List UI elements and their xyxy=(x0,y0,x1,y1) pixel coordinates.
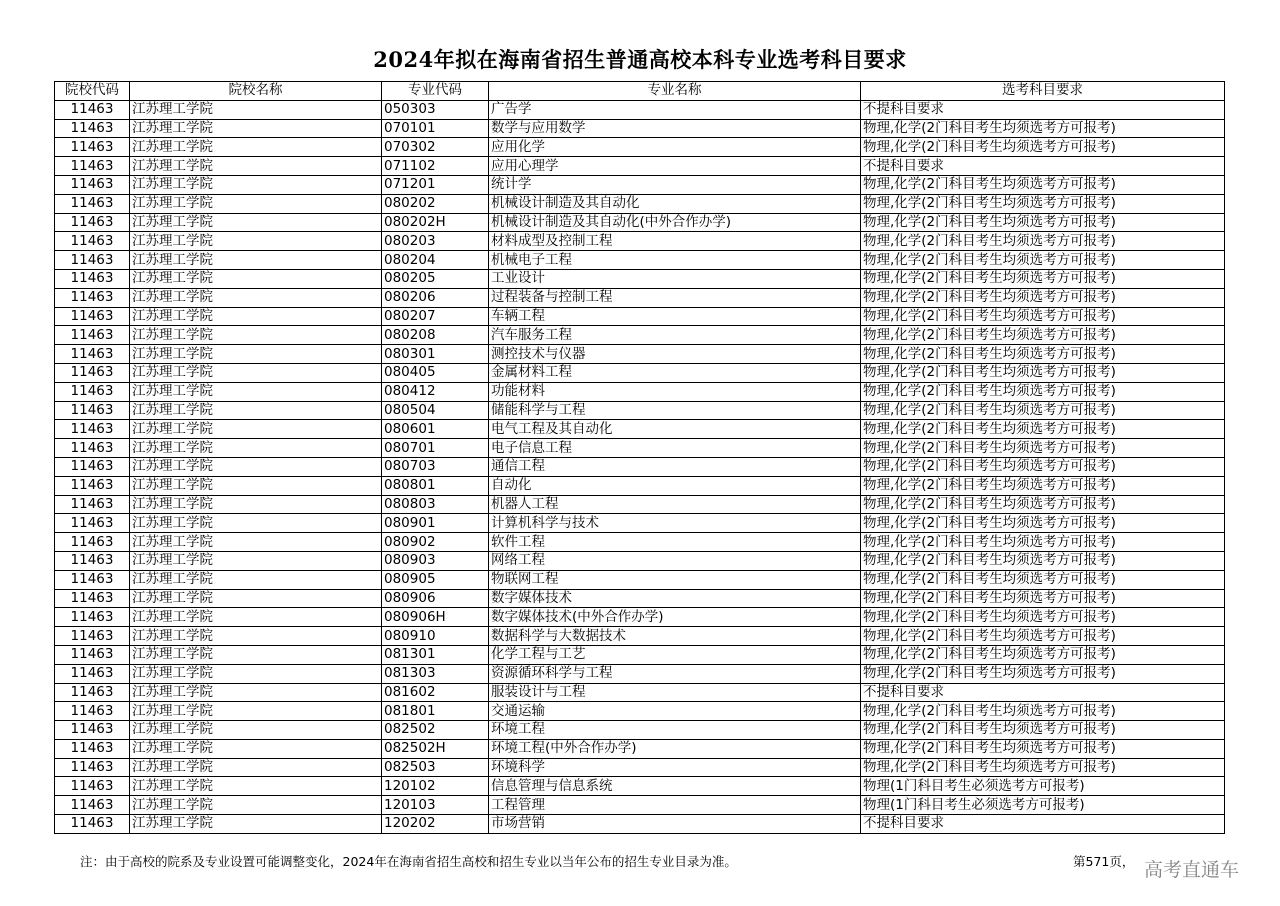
school-name-cell: 江苏理工学院 xyxy=(130,683,382,702)
header-major-name: 专业名称 xyxy=(489,82,861,101)
major-name-cell: 数字媒体技术(中外合作办学) xyxy=(489,608,861,627)
table-row xyxy=(55,570,1225,589)
requirements-table xyxy=(54,81,1225,834)
document-title: 2024年拟在海南省招生普通高校本科专业选考科目要求 xyxy=(373,47,907,72)
header-major-code: 专业代码 xyxy=(382,82,489,101)
school-code-cell: 11463 xyxy=(55,157,130,176)
school-name-cell: 江苏理工学院 xyxy=(130,721,382,740)
requirement-cell: 物理,化学(2门科目考生均须选考方可报考) xyxy=(861,721,1225,740)
requirement-cell: 物理,化学(2门科目考生均须选考方可报考) xyxy=(861,326,1225,345)
school-name-cell: 江苏理工学院 xyxy=(130,476,382,495)
table-row xyxy=(55,382,1225,401)
school-code-cell: 11463 xyxy=(55,439,130,458)
table-row xyxy=(55,721,1225,740)
table-row xyxy=(55,758,1225,777)
table-row xyxy=(55,213,1225,232)
table-row xyxy=(55,232,1225,251)
school-code-cell: 11463 xyxy=(55,382,130,401)
major-code-cell: 080906H xyxy=(382,608,489,627)
major-name-cell: 车辆工程 xyxy=(489,307,861,326)
table-row xyxy=(55,175,1225,194)
major-code-cell: 081602 xyxy=(382,683,489,702)
major-code-cell: 071201 xyxy=(382,175,489,194)
requirement-cell: 物理,化学(2门科目考生均须选考方可报考) xyxy=(861,533,1225,552)
table-row xyxy=(55,119,1225,138)
school-code-cell: 11463 xyxy=(55,570,130,589)
school-name-cell: 江苏理工学院 xyxy=(130,175,382,194)
requirement-cell: 物理,化学(2门科目考生均须选考方可报考) xyxy=(861,269,1225,288)
major-name-cell: 应用心理学 xyxy=(489,157,861,176)
school-name-cell: 江苏理工学院 xyxy=(130,288,382,307)
school-name-cell: 江苏理工学院 xyxy=(130,645,382,664)
major-name-cell: 机器人工程 xyxy=(489,495,861,514)
major-code-cell: 080601 xyxy=(382,420,489,439)
table-row xyxy=(55,307,1225,326)
school-name-cell: 江苏理工学院 xyxy=(130,157,382,176)
major-code-cell: 080703 xyxy=(382,457,489,476)
requirement-cell: 物理,化学(2门科目考生均须选考方可报考) xyxy=(861,138,1225,157)
requirement-cell: 物理,化学(2门科目考生均须选考方可报考) xyxy=(861,589,1225,608)
major-name-cell: 工业设计 xyxy=(489,269,861,288)
school-code-cell: 11463 xyxy=(55,138,130,157)
school-code-cell: 11463 xyxy=(55,721,130,740)
major-code-cell: 080906 xyxy=(382,589,489,608)
requirement-cell: 物理,化学(2门科目考生均须选考方可报考) xyxy=(861,420,1225,439)
requirement-cell: 物理,化学(2门科目考生均须选考方可报考) xyxy=(861,664,1225,683)
school-code-cell: 11463 xyxy=(55,194,130,213)
requirement-cell: 物理(1门科目考生必须选考方可报考) xyxy=(861,777,1225,796)
table-row xyxy=(55,645,1225,664)
school-name-cell: 江苏理工学院 xyxy=(130,382,382,401)
table-row xyxy=(55,457,1225,476)
requirement-cell: 物理,化学(2门科目考生均须选考方可报考) xyxy=(861,307,1225,326)
requirement-cell: 物理,化学(2门科目考生均须选考方可报考) xyxy=(861,382,1225,401)
table-row xyxy=(55,439,1225,458)
school-code-cell: 11463 xyxy=(55,251,130,270)
school-name-cell: 江苏理工学院 xyxy=(130,457,382,476)
requirement-cell: 物理,化学(2门科目考生均须选考方可报考) xyxy=(861,495,1225,514)
requirement-cell: 物理,化学(2门科目考生均须选考方可报考) xyxy=(861,645,1225,664)
school-name-cell: 江苏理工学院 xyxy=(130,138,382,157)
requirement-cell: 不提科目要求 xyxy=(861,157,1225,176)
table-row xyxy=(55,138,1225,157)
major-code-cell: 120202 xyxy=(382,815,489,834)
school-code-cell: 11463 xyxy=(55,307,130,326)
major-name-cell: 功能材料 xyxy=(489,382,861,401)
school-code-cell: 11463 xyxy=(55,420,130,439)
table-row xyxy=(55,627,1225,646)
table-row xyxy=(55,608,1225,627)
school-code-cell: 11463 xyxy=(55,514,130,533)
table-row xyxy=(55,796,1225,815)
major-name-cell: 数学与应用数学 xyxy=(489,119,861,138)
major-code-cell: 080905 xyxy=(382,570,489,589)
major-code-cell: 080207 xyxy=(382,307,489,326)
school-name-cell: 江苏理工学院 xyxy=(130,232,382,251)
requirement-cell: 物理,化学(2门科目考生均须选考方可报考) xyxy=(861,551,1225,570)
school-name-cell: 江苏理工学院 xyxy=(130,119,382,138)
requirement-cell: 不提科目要求 xyxy=(861,100,1225,119)
major-name-cell: 网络工程 xyxy=(489,551,861,570)
school-code-cell: 11463 xyxy=(55,702,130,721)
school-code-cell: 11463 xyxy=(55,589,130,608)
major-name-cell: 机械设计制造及其自动化 xyxy=(489,194,861,213)
major-name-cell: 数字媒体技术 xyxy=(489,589,861,608)
school-name-cell: 江苏理工学院 xyxy=(130,307,382,326)
requirement-cell: 物理,化学(2门科目考生均须选考方可报考) xyxy=(861,213,1225,232)
major-code-cell: 071102 xyxy=(382,157,489,176)
table-row xyxy=(55,777,1225,796)
school-name-cell: 江苏理工学院 xyxy=(130,326,382,345)
major-name-cell: 统计学 xyxy=(489,175,861,194)
major-name-cell: 通信工程 xyxy=(489,457,861,476)
requirement-cell: 物理,化学(2门科目考生均须选考方可报考) xyxy=(861,401,1225,420)
major-code-cell: 070101 xyxy=(382,119,489,138)
major-name-cell: 环境科学 xyxy=(489,758,861,777)
major-code-cell: 080902 xyxy=(382,533,489,552)
school-name-cell: 江苏理工学院 xyxy=(130,401,382,420)
school-code-cell: 11463 xyxy=(55,345,130,364)
header-school-code: 院校代码 xyxy=(55,82,130,101)
school-code-cell: 11463 xyxy=(55,495,130,514)
table-row xyxy=(55,269,1225,288)
school-code-cell: 11463 xyxy=(55,815,130,834)
major-code-cell: 080405 xyxy=(382,363,489,382)
school-code-cell: 11463 xyxy=(55,758,130,777)
major-code-cell: 082502H xyxy=(382,739,489,758)
major-name-cell: 材料成型及控制工程 xyxy=(489,232,861,251)
school-code-cell: 11463 xyxy=(55,608,130,627)
requirement-cell: 物理,化学(2门科目考生均须选考方可报考) xyxy=(861,288,1225,307)
requirement-cell: 不提科目要求 xyxy=(861,815,1225,834)
major-code-cell: 080504 xyxy=(382,401,489,420)
school-name-cell: 江苏理工学院 xyxy=(130,194,382,213)
table-row xyxy=(55,288,1225,307)
requirement-cell: 物理,化学(2门科目考生均须选考方可报考) xyxy=(861,514,1225,533)
school-code-cell: 11463 xyxy=(55,363,130,382)
school-name-cell: 江苏理工学院 xyxy=(130,363,382,382)
major-name-cell: 资源循环科学与工程 xyxy=(489,664,861,683)
school-code-cell: 11463 xyxy=(55,627,130,646)
requirement-cell: 物理,化学(2门科目考生均须选考方可报考) xyxy=(861,119,1225,138)
school-code-cell: 11463 xyxy=(55,796,130,815)
table-row xyxy=(55,420,1225,439)
major-code-cell: 081303 xyxy=(382,664,489,683)
table-row xyxy=(55,251,1225,270)
table-body xyxy=(55,100,1225,833)
school-code-cell: 11463 xyxy=(55,664,130,683)
table-row xyxy=(55,363,1225,382)
school-name-cell: 江苏理工学院 xyxy=(130,439,382,458)
table-row xyxy=(55,683,1225,702)
major-code-cell: 082503 xyxy=(382,758,489,777)
school-code-cell: 11463 xyxy=(55,269,130,288)
school-name-cell: 江苏理工学院 xyxy=(130,533,382,552)
table-row xyxy=(55,514,1225,533)
requirement-cell: 物理(1门科目考生必须选考方可报考) xyxy=(861,796,1225,815)
major-code-cell: 080202 xyxy=(382,194,489,213)
school-name-cell: 江苏理工学院 xyxy=(130,251,382,270)
major-code-cell: 080803 xyxy=(382,495,489,514)
requirement-cell: 物理,化学(2门科目考生均须选考方可报考) xyxy=(861,627,1225,646)
school-name-cell: 江苏理工学院 xyxy=(130,608,382,627)
major-name-cell: 计算机科学与技术 xyxy=(489,514,861,533)
major-name-cell: 环境工程 xyxy=(489,721,861,740)
table-row xyxy=(55,476,1225,495)
requirement-cell: 物理,化学(2门科目考生均须选考方可报考) xyxy=(861,175,1225,194)
school-code-cell: 11463 xyxy=(55,457,130,476)
major-name-cell: 软件工程 xyxy=(489,533,861,552)
table-row xyxy=(55,495,1225,514)
table-row xyxy=(55,194,1225,213)
school-name-cell: 江苏理工学院 xyxy=(130,627,382,646)
major-code-cell: 081301 xyxy=(382,645,489,664)
table-row xyxy=(55,589,1225,608)
school-name-cell: 江苏理工学院 xyxy=(130,514,382,533)
requirement-cell: 物理,化学(2门科目考生均须选考方可报考) xyxy=(861,194,1225,213)
school-code-cell: 11463 xyxy=(55,777,130,796)
requirement-cell: 物理,化学(2门科目考生均须选考方可报考) xyxy=(861,608,1225,627)
school-name-cell: 江苏理工学院 xyxy=(130,420,382,439)
requirement-cell: 不提科目要求 xyxy=(861,683,1225,702)
school-name-cell: 江苏理工学院 xyxy=(130,495,382,514)
major-name-cell: 交通运输 xyxy=(489,702,861,721)
school-name-cell: 江苏理工学院 xyxy=(130,100,382,119)
school-code-cell: 11463 xyxy=(55,683,130,702)
school-code-cell: 11463 xyxy=(55,119,130,138)
major-name-cell: 汽车服务工程 xyxy=(489,326,861,345)
major-code-cell: 080206 xyxy=(382,288,489,307)
major-code-cell: 080910 xyxy=(382,627,489,646)
school-name-cell: 江苏理工学院 xyxy=(130,345,382,364)
table-row xyxy=(55,345,1225,364)
table-header-row xyxy=(55,82,1225,101)
watermark-text: 高考直通车 xyxy=(1144,859,1240,881)
major-code-cell: 081801 xyxy=(382,702,489,721)
school-code-cell: 11463 xyxy=(55,533,130,552)
major-name-cell: 机械电子工程 xyxy=(489,251,861,270)
major-code-cell: 080801 xyxy=(382,476,489,495)
major-name-cell: 服装设计与工程 xyxy=(489,683,861,702)
header-subject-requirement: 选考科目要求 xyxy=(861,82,1225,101)
table-row xyxy=(55,815,1225,834)
major-name-cell: 工程管理 xyxy=(489,796,861,815)
school-name-cell: 江苏理工学院 xyxy=(130,777,382,796)
major-name-cell: 化学工程与工艺 xyxy=(489,645,861,664)
major-name-cell: 自动化 xyxy=(489,476,861,495)
major-code-cell: 080205 xyxy=(382,269,489,288)
school-name-cell: 江苏理工学院 xyxy=(130,702,382,721)
school-name-cell: 江苏理工学院 xyxy=(130,739,382,758)
school-name-cell: 江苏理工学院 xyxy=(130,551,382,570)
major-name-cell: 储能科学与工程 xyxy=(489,401,861,420)
major-name-cell: 过程装备与控制工程 xyxy=(489,288,861,307)
major-code-cell: 080202H xyxy=(382,213,489,232)
major-name-cell: 应用化学 xyxy=(489,138,861,157)
major-name-cell: 电子信息工程 xyxy=(489,439,861,458)
school-code-cell: 11463 xyxy=(55,326,130,345)
major-code-cell: 050303 xyxy=(382,100,489,119)
major-code-cell: 070302 xyxy=(382,138,489,157)
table-row xyxy=(55,702,1225,721)
school-code-cell: 11463 xyxy=(55,175,130,194)
school-code-cell: 11463 xyxy=(55,645,130,664)
major-name-cell: 信息管理与信息系统 xyxy=(489,777,861,796)
school-name-cell: 江苏理工学院 xyxy=(130,758,382,777)
school-name-cell: 江苏理工学院 xyxy=(130,815,382,834)
table-row xyxy=(55,100,1225,119)
school-code-cell: 11463 xyxy=(55,100,130,119)
major-code-cell: 082502 xyxy=(382,721,489,740)
requirement-cell: 物理,化学(2门科目考生均须选考方可报考) xyxy=(861,439,1225,458)
major-name-cell: 数据科学与大数据技术 xyxy=(489,627,861,646)
major-name-cell: 测控技术与仪器 xyxy=(489,345,861,364)
school-code-cell: 11463 xyxy=(55,476,130,495)
school-name-cell: 江苏理工学院 xyxy=(130,796,382,815)
major-code-cell: 080701 xyxy=(382,439,489,458)
major-name-cell: 物联网工程 xyxy=(489,570,861,589)
table-row xyxy=(55,326,1225,345)
table-row xyxy=(55,401,1225,420)
major-code-cell: 080203 xyxy=(382,232,489,251)
requirement-cell: 物理,化学(2门科目考生均须选考方可报考) xyxy=(861,251,1225,270)
requirement-cell: 物理,化学(2门科目考生均须选考方可报考) xyxy=(861,702,1225,721)
major-code-cell: 080903 xyxy=(382,551,489,570)
major-name-cell: 机械设计制造及其自动化(中外合作办学) xyxy=(489,213,861,232)
school-name-cell: 江苏理工学院 xyxy=(130,570,382,589)
table-row xyxy=(55,739,1225,758)
school-name-cell: 江苏理工学院 xyxy=(130,213,382,232)
major-code-cell: 080204 xyxy=(382,251,489,270)
school-name-cell: 江苏理工学院 xyxy=(130,664,382,683)
major-code-cell: 080208 xyxy=(382,326,489,345)
major-code-cell: 120103 xyxy=(382,796,489,815)
table-row xyxy=(55,551,1225,570)
table-row xyxy=(55,533,1225,552)
header-school-name: 院校名称 xyxy=(130,82,382,101)
requirement-cell: 物理,化学(2门科目考生均须选考方可报考) xyxy=(861,570,1225,589)
table-row xyxy=(55,157,1225,176)
requirement-cell: 物理,化学(2门科目考生均须选考方可报考) xyxy=(861,232,1225,251)
major-code-cell: 120102 xyxy=(382,777,489,796)
major-name-cell: 广告学 xyxy=(489,100,861,119)
major-name-cell: 环境工程(中外合作办学) xyxy=(489,739,861,758)
requirement-cell: 物理,化学(2门科目考生均须选考方可报考) xyxy=(861,363,1225,382)
school-code-cell: 11463 xyxy=(55,739,130,758)
school-name-cell: 江苏理工学院 xyxy=(130,269,382,288)
school-name-cell: 江苏理工学院 xyxy=(130,589,382,608)
major-code-cell: 080901 xyxy=(382,514,489,533)
requirement-cell: 物理,化学(2门科目考生均须选考方可报考) xyxy=(861,345,1225,364)
major-code-cell: 080301 xyxy=(382,345,489,364)
school-code-cell: 11463 xyxy=(55,551,130,570)
page-number: 第571页， xyxy=(1073,854,1135,869)
school-code-cell: 11463 xyxy=(55,213,130,232)
table-row xyxy=(55,664,1225,683)
requirement-cell: 物理,化学(2门科目考生均须选考方可报考) xyxy=(861,739,1225,758)
school-code-cell: 11463 xyxy=(55,401,130,420)
footnote: 注：由于高校的院系及专业设置可能调整变化，2024年在海南省招生高校和招生专业以当年公布的招生专业目录为准。 xyxy=(80,854,737,869)
major-code-cell: 080412 xyxy=(382,382,489,401)
major-name-cell: 电气工程及其自动化 xyxy=(489,420,861,439)
major-name-cell: 市场营销 xyxy=(489,815,861,834)
requirement-cell: 物理,化学(2门科目考生均须选考方可报考) xyxy=(861,758,1225,777)
requirement-cell: 物理,化学(2门科目考生均须选考方可报考) xyxy=(861,476,1225,495)
major-name-cell: 金属材料工程 xyxy=(489,363,861,382)
requirement-cell: 物理,化学(2门科目考生均须选考方可报考) xyxy=(861,457,1225,476)
school-code-cell: 11463 xyxy=(55,232,130,251)
school-code-cell: 11463 xyxy=(55,288,130,307)
